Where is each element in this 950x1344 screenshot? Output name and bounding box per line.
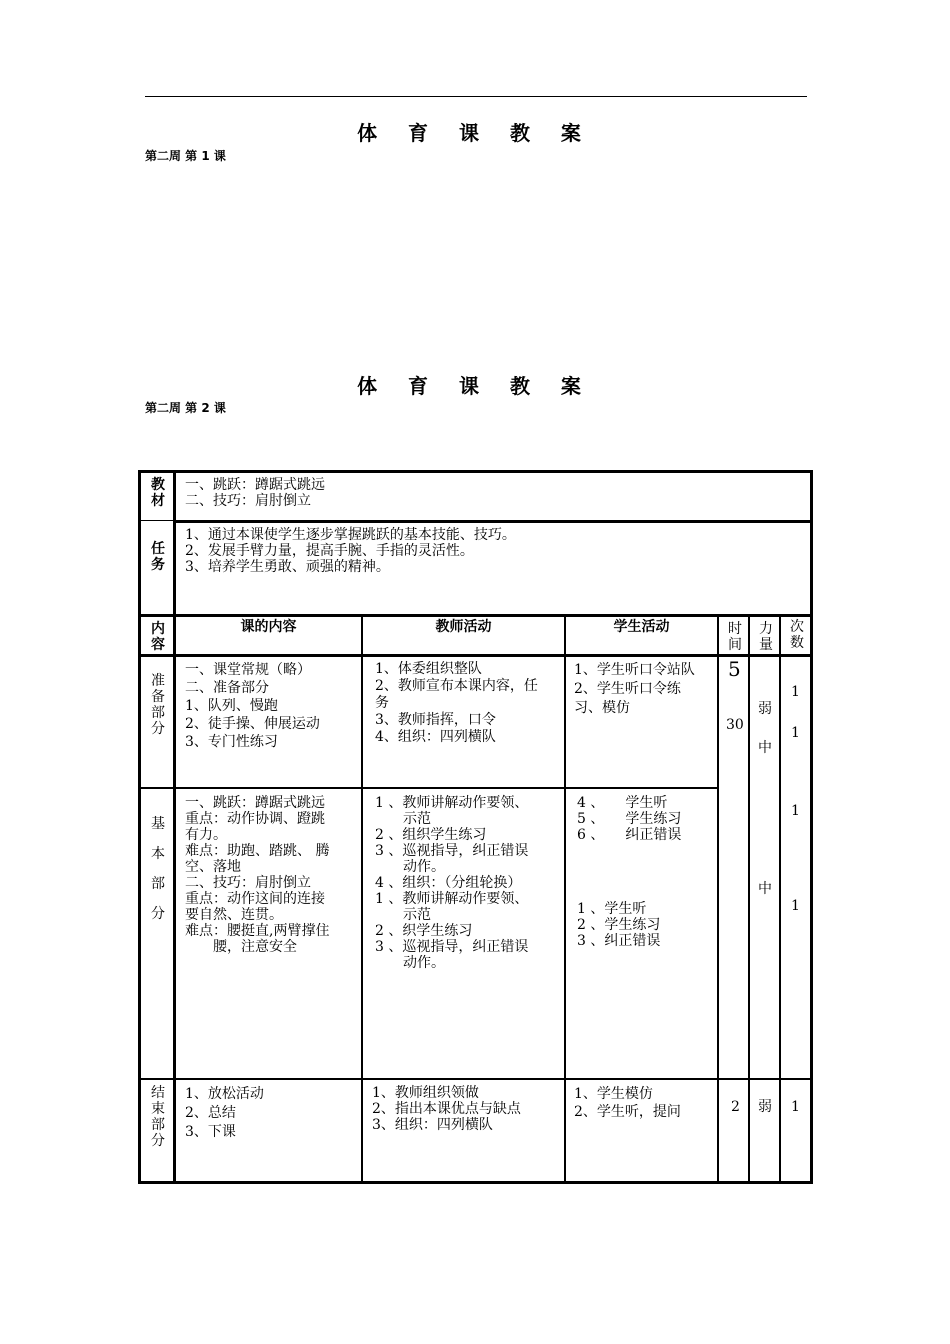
- lesson-subtitle-2: 第二周 第 2 课: [145, 401, 226, 415]
- basic-content-line: 有力。: [185, 827, 227, 843]
- end-intensity: 弱: [758, 1099, 772, 1115]
- basic-content-line: 重点：动作这间的连接: [185, 891, 325, 907]
- prep-student-line: 1、学生听口令站队: [574, 662, 695, 678]
- basic-teacher-line: 示范: [375, 907, 431, 923]
- prep-intensity-a: 弱: [758, 701, 772, 717]
- basic-teacher-line: 1 、教师讲解动作要领、: [375, 795, 529, 811]
- prep-teacher-line: 1、体委组织整队: [375, 661, 482, 677]
- basic-content-line: 空、落地: [185, 859, 241, 875]
- header-content: 课的内容: [240, 619, 297, 635]
- basic-content-line: 腰，注意安全: [185, 939, 297, 955]
- end-teacher-line: 1、教师组织领做: [372, 1085, 479, 1101]
- basic-content-line: 难点：腰挺直,两臂撑住: [185, 923, 330, 939]
- end-content-line: 3、下课: [185, 1124, 236, 1140]
- basic-teacher-line: 4 、组织：（分组轮换）: [375, 875, 522, 891]
- end-label: 结束部分: [151, 1085, 165, 1149]
- prep-content-line: 二、准备部分: [185, 680, 269, 696]
- prep-content-line: 3、专门性练习: [185, 734, 278, 750]
- basic-student-a: [577, 795, 681, 843]
- prep-teacher-line: 2、教师宣布本课内容，任: [375, 678, 538, 694]
- end-count: 1: [791, 1099, 800, 1115]
- header-student: 学生活动: [613, 619, 670, 635]
- basic-teacher-line: 动作。: [375, 955, 445, 971]
- content-label: 内容: [151, 621, 165, 653]
- prep-teacher-line: 务: [375, 695, 389, 711]
- page-title-1: 体 育 课 教 案: [357, 121, 593, 145]
- prep-count-b: 1: [791, 725, 800, 741]
- basic-student-line: 1 、学生听: [577, 901, 647, 917]
- end-content-line: 1、放松活动: [185, 1086, 264, 1102]
- prep-teacher: [375, 661, 538, 746]
- prep-label: 准备部分: [151, 673, 165, 737]
- basic-content-line: 重点：动作协调、蹬跳: [185, 811, 325, 827]
- basic-count-a: 1: [791, 803, 800, 819]
- task-line: 2、发展手臂力量，提高手腕、手指的灵活性。: [185, 543, 474, 559]
- material-line: 一、跳跃：蹲踞式跳远: [185, 477, 325, 493]
- task-line: 3、培养学生勇敢、顽强的精神。: [185, 559, 390, 575]
- lesson-plan-table: [138, 470, 813, 1184]
- prep-count-a: 1: [791, 684, 800, 700]
- basic-student-line: 4 、 学生听: [577, 795, 668, 811]
- basic-teacher-line: 2 、组织学生练习: [375, 827, 487, 843]
- basic-content-line: 二、技巧：肩肘倒立: [185, 875, 311, 891]
- basic-student-line: 5 、 学生练习: [577, 811, 682, 827]
- basic-student-line: 6 、 纠正错误: [577, 827, 682, 843]
- task-label: 任务: [151, 541, 165, 573]
- basic-content-line: 难点：助跑、踏跳、 腾: [185, 843, 330, 859]
- end-teacher-line: 3、组织：四列横队: [372, 1117, 493, 1133]
- basic-teacher-line: 2 、织学生练习: [375, 923, 473, 939]
- prep-student-line: 2、学生听口令练: [574, 681, 681, 697]
- material-content: [185, 477, 325, 509]
- top-rule: [145, 96, 807, 97]
- lesson-subtitle-1: 第二周 第 1 课: [145, 149, 226, 163]
- header-intensity: 力量: [759, 621, 773, 653]
- end-student-line: 1、学生模仿: [574, 1086, 653, 1102]
- basic-intensity: 中: [758, 881, 772, 897]
- prep-teacher-line: 3、教师指挥，口令: [375, 712, 496, 728]
- basic-student-line: 2 、学生练习: [577, 917, 661, 933]
- header-time: 时间: [728, 621, 742, 653]
- prep-time-b: 30: [726, 717, 744, 733]
- basic-teacher-line: 3 、巡视指导，纠正错误: [375, 843, 529, 859]
- end-teacher: [372, 1085, 521, 1133]
- basic-student-line: 3 、纠正错误: [577, 933, 661, 949]
- end-student: [574, 1085, 681, 1121]
- prep-teacher-line: 4、组织：四列横队: [375, 729, 496, 745]
- basic-content: [185, 795, 329, 955]
- basic-teacher: [375, 795, 528, 971]
- prep-student-line: 习、模仿: [574, 700, 630, 716]
- basic-teacher-line: 示范: [375, 811, 431, 827]
- prep-content-line: 2、徒手操、伸展运动: [185, 716, 320, 732]
- prep-student: [574, 661, 695, 718]
- header-count: 次数: [790, 619, 804, 651]
- material-label: 教材: [151, 477, 165, 509]
- header-teacher: 教师活动: [435, 619, 492, 635]
- basic-teacher-line: 1 、教师讲解动作要领、: [375, 891, 529, 907]
- basic-label: 基本部分: [151, 816, 165, 922]
- end-content-line: 2、总结: [185, 1105, 236, 1121]
- prep-time-a: 5: [728, 657, 741, 681]
- end-teacher-line: 2、指出本课优点与缺点: [372, 1101, 521, 1117]
- task-line: 1、通过本课使学生逐步掌握跳跃的基本技能、技巧。: [185, 527, 516, 543]
- end-time: 2: [731, 1099, 740, 1115]
- end-content: [185, 1085, 264, 1142]
- page-title-2: 体 育 课 教 案: [357, 374, 593, 398]
- prep-intensity-b: 中: [758, 740, 772, 756]
- prep-content: [185, 661, 320, 751]
- basic-content-line: 一、跳跃：蹲踞式跳远: [185, 795, 325, 811]
- basic-teacher-line: 3 、巡视指导，纠正错误: [375, 939, 529, 955]
- basic-count-b: 1: [791, 898, 800, 914]
- end-student-line: 2、学生听，提问: [574, 1104, 681, 1120]
- basic-teacher-line: 动作。: [375, 859, 445, 875]
- material-line: 二、技巧：肩肘倒立: [185, 493, 311, 509]
- task-content: [185, 527, 516, 575]
- basic-student-b: [577, 901, 660, 949]
- basic-content-line: 要自然、连贯。: [185, 907, 283, 923]
- prep-content-line: 1、队列、慢跑: [185, 698, 278, 714]
- prep-content-line: 一、课堂常规（略）: [185, 662, 311, 678]
